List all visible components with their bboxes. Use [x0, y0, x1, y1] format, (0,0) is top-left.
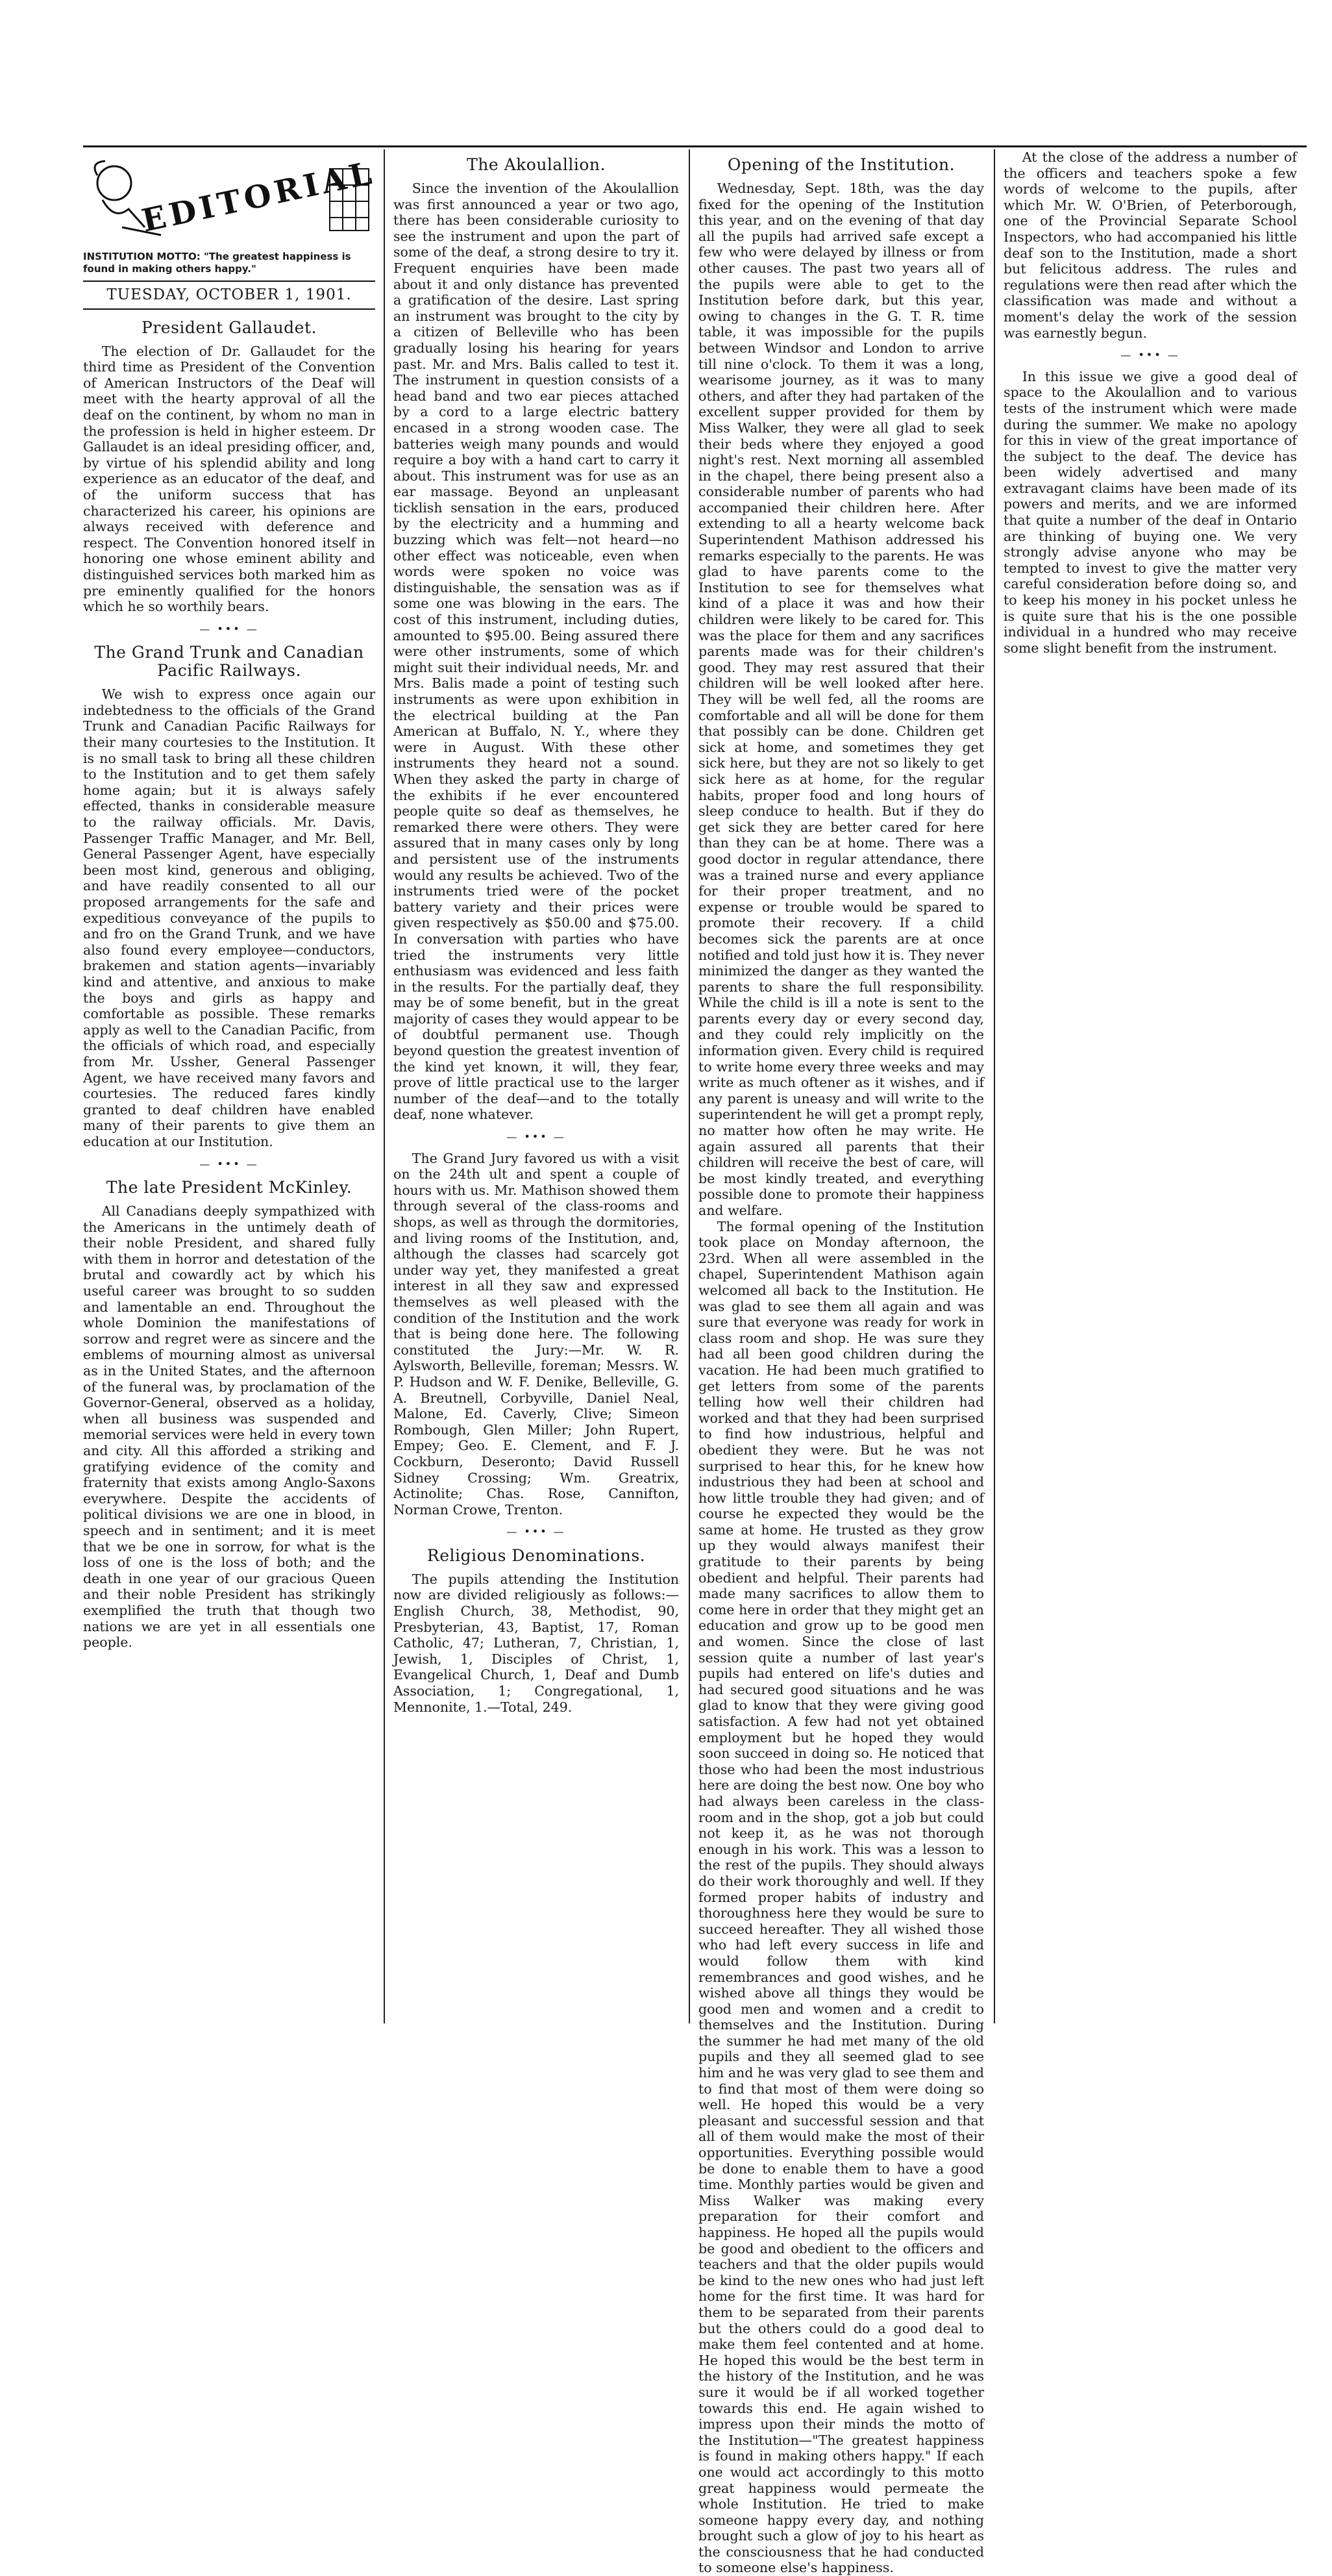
column-rule — [689, 149, 690, 2023]
separator: — ••• — — [1120, 349, 1180, 362]
article-title-mckinley: The late President McKinley. — [106, 1178, 352, 1197]
logo-text: EDITORIAL — [138, 154, 378, 240]
institution-motto: INSTITUTION MOTTO: "The greatest happiness is found in making others happy." — [83, 251, 351, 275]
paragraph: All Canadians deeply sympathized with the Americans in the untimely death of their noble President, and shared fully with them in horror and detestation of the brutal and cowardly act by which his useful career was brought to so sudden and lamentable an end. Throughout the whole Dominion the manifestations of sorrow and regret were as sincere and the emblems of mourning almost as universal as in the United States, and the afternoon of the funeral was, by proclamation of the Governor-General, observed as a holiday, when all business was suspended and memorial services were held in every town and city. All this afforded a striking and gratifying evidence of the comity and fraternity that exists among Anglo-Saxons everywhere. Despite the accidents of political divisions we are one in blood, in speech and in sentiment; and it is meet that we be one in sorrow, for what is the loss of one is the loss of both; and the death in one year of our gracious Queen and their noble President has strikingly exemplified the truth that though two nations we are yet in all essentials one people. — [83, 1203, 375, 1651]
column-2 — [393, 149, 679, 2023]
separator: — ••• — — [506, 1525, 566, 1538]
newspaper-page — [83, 127, 1307, 2576]
top-rule — [83, 145, 1307, 147]
separator: — ••• — — [199, 1157, 259, 1170]
column-4 — [1004, 149, 1297, 2023]
column-3 — [698, 149, 984, 2576]
article-title-railways: The Grand Trunk and Canadian Pacific Railways. — [94, 643, 364, 681]
paragraph: The Grand Jury favored us with a visit on the 24th ult and spent a couple of hours with us. Mr. Mathison showed them through several of the class-rooms and shops, as well as through the dormitories, and living rooms of the Institution, and, although the classes had scarcely got under way yet, they manifested a great interest in all they saw and expressed themselves as well pleased with the condition of the Institution and the work that is being done here. The following constituted the Jury:—Mr. W. R. Aylsworth, Belleville, foreman; Messrs. W. P. Hudson and W. F. Denike, Belleville, G. A. Breutnell, Corbyville, Daniel Neal, Malone, Ed. Caverly, Clive; Simeon Rombough, Glen Miller; John Rupert, Empey; Geo. E. Clement, and F. J. Cockburn, Deseronto; David Russell Sidney Crossing; Wm. Greatrix, Actinolite; Chas. Rose, Cannifton, Norman Crowe, Trenton. — [393, 1150, 679, 1518]
editorial-masthead — [83, 149, 378, 247]
paragraph: We wish to express once again our indebtedness to the officials of the Grand Trunk and Canadian Pacific Railways for their many courtesies to the Institution. It is no small task to bring all these children to the Institution and to get them safely home again; but it is always safely effected, thanks in considerable measure to the railway officials. Mr. Davis, Passenger Traffic Manager, and Mr. Bell, General Passenger Agent, have especially been most kind, generous and obliging, and have readily consented to all our proposed arrangements for the safe and expeditious conveyance of the pupils to and fro on the Grand Trunk, and we have also found every employee—conductors, brakemen and station agents—invariably kind and attentive, and anxious to make the boys and girls as happy and comfortable as possible. These remarks apply as well to the Canadian Pacific, from the officials of which road, and especially from Mr. Ussher, General Passenger Agent, we have received many favors and courtesies. The reduced fares kindly granted to deaf children have enabled many of their parents to give them an education at our Institution. — [83, 686, 375, 1149]
paragraph: The formal opening of the Institution took place on Monday afternoon, the 23rd. When all were assembled in the chapel, Superintendent Mathison again welcomed all back to the Institution. He was glad to see them all again and was sure that everyone was ready for work in class room and shop. He was sure they had all been good children during the vacation. He had been much gratified to get letters from some of the parents telling how well their children had worked and that they had been surprised to find how industrious, helpful and obedient they were. But he was not surprised to hear this, for he knew how industrious they had been at school and how little trouble they had given; and of course he expected they would be the same at home. He trusted as they grow up they would always manifest their gratitude to their parents by being obedient and helpful. Their parents had made many sacrifices to allow them to come here in order that they might get an education and grow up to be good men and women. Since the close of last session quite a number of last year's pupils had entered on life's duties and had secured good situations and he was glad to know that they were giving good satisfaction. A few had not yet obtained employment but he hoped they would soon succeed in doing so. He noticed that those who had been the most industrious here are doing the best now. One boy who had always been careless in the class-room and in the shop, got a job but could not keep it, as he was not thorough enough in his work. This was a lesson to the rest of the pupils. They should always do their work thoroughly and well. If they formed proper habits of industry and thoroughness here they would be sure to succeed hereafter. They all wished those who had left every success in life and would follow them with kind remembrances and good wishes, and he wished above all things they would be good men and women and a credit to themselves and the Institution. During the summer he had met many of the old pupils and they all seemed glad to see him and he was very glad to see them and to find that most of them were doing so well. He hoped this would be a very pleasant and successful session and that all of them would make the most of their opportunities. Everything possible would be done to enable them to have a good time. Monthly parties would be given and Miss Walker was making every preparation for their comfort and happiness. He hoped all the pupils would be good and obedient to the officers and teachers and that the older pupils would be kind to the new ones who had just left home for the first time. It was hard for them to be separated from their parents but the others could do a good deal to make them feel contented and at home. He hoped this would be the best term in the history of the Institution, and he was sure it would be if all worked together towards this end. He again wished to impress upon their minds the motto of the Institution—"The greatest happiness is found in making others happy." If each one would act accordingly to this motto great happiness would permeate the whole Institution. He tried to make someone happy every day, and nothing brought such a glow of joy to his heart as the consciousness that he had conducted to someone else's happiness. — [698, 1218, 984, 2576]
paragraph: In this issue we give a good deal of space to the Akoulallion and to various tests of the instrument which were made during the summer. We make no apology for this in view of the great importance of the subject to the deaf. The device has been widely advertised and many extravagant claims have been made of its powers and merits, and we are informed that quite a number of the deaf in Ontario are thinking of buying one. We very strongly advise anyone who may be tempted to invest to give the matter very careful consideration before doing so, and to keep his money in his pocket unless he is quite sure that his is the one possible individual in a hundred who may receive some slight benefit from the instrument. — [1004, 368, 1297, 656]
dateline: TUESDAY, OCTOBER 1, 1901. — [83, 281, 375, 310]
article-title-opening: Opening of the Institution. — [727, 155, 956, 174]
article-title-gallaudet: President Gallaudet. — [142, 318, 317, 337]
separator: — ••• — — [506, 1131, 566, 1144]
article-title-religious: Religious Denominations. — [426, 1545, 646, 1565]
editorial-logo-icon — [83, 149, 378, 247]
paragraph: The election of Dr. Gallaudet for the third time as President of the Convention of American Instructors of the Deaf will meet with the hearty approval of all the deaf on the continent, by whom no man in the profession is held in higher esteem. Dr Gallaudet is an ideal presiding officer, and, by virtue of his splendid ability and long experience as an educator of the deaf, and of the uniform success that has characterized his career, his opinions are always received with deference and respect. The Convention honored itself in honoring one whose eminent ability and distinguished services both marked him as pre eminently qualified for the honors which he so worthily bears. — [83, 343, 375, 615]
paragraph: The pupils attending the Institution now are divided religiously as follows:—English Church, 38, Methodist, 90, Presbyterian, 43, Baptist, 17, Roman Catholic, 47; Lutheran, 7, Christian, 1, Jewish, 1, Disciples of Christ, 1, Evangelical Church, 1, Deaf and Dumb Association, 1; Congregational, 1, Mennonite, 1.—Total, 249. — [393, 1571, 679, 1715]
separator: — ••• — — [199, 622, 259, 635]
column-rule — [994, 149, 995, 2023]
column-1 — [83, 149, 378, 2023]
paragraph: At the close of the address a number of the officers and teachers spoke a few words of welcome to the pupils, after which Mr. W. O'Brien, of Peterborough, one of the Provincial Separate School Inspectors, who had accompanied his little deaf son to the Institution, made a short but felicitous address. The rules and regulations were then read after which the classification was made and without a moment's delay the work of the session was earnestly begun. — [1004, 149, 1297, 341]
paragraph: Since the invention of the Akoulallion was first announced a year or two ago, there has been considerable curiosity to see the instrument and upon the part of some of the deaf, a strong desire to try it. Frequent enquiries have been made about it and only distance has prevented a gratification of the desire. Last spring an instrument was brought to the city by a citizen of Belleville who has been gradually losing his hearing for years past. Mr. and Mrs. Balis called to test it. The instrument in question consists of a head band and two ear pieces attached by a cord to a large electric battery encased in a strong wooden case. The batteries weigh many pounds and would require a boy with a hand cart to carry it about. This instrument was for use as an ear massage. Beyond an unpleasant ticklish sensation in the ears, produced by the electricity and a humming and buzzing which was felt—not heard—no other effect was noticeable, even when words were spoken no voice was distinguishable, the sensation was as if some one was blowing in the ears. The cost of this instrument, including duties, amounted to $95.00. Being assured there were other instruments, some of which might suit their individual needs, Mr. and Mrs. Balis made a point of testing such instruments as were upon exhibition in the electrical building at the Pan American at Buffalo, N. Y., where they were in August. With these other instruments they heard not a sound. When they asked the party in charge of the exhibits if he ever encountered people quite so deaf as themselves, he remarked there were others. They were assured that in many cases only by long and persistent use of the instruments would any results be achieved. Two of the instruments tried were of the pocket battery variety and their prices were given respectively as $50.00 and $75.00. In conversation with parties who have tried the instruments very little enthusiasm was evidenced and less faith in the results. For the partially deaf, they may be of some benefit, but in the great majority of cases they would appear to be of doubtful permanent use. Though beyond question the greatest invention of the kind yet known, it will, they fear, prove of little practical use to the larger number of the deaf—and to the totally deaf, none whatever. — [393, 181, 679, 1123]
article-title-akoulallion: The Akoulallion. — [467, 155, 606, 174]
paragraph: Wednesday, Sept. 18th, was the day fixed for the opening of the Institution this year, and on the evening of that day all the pupils had arrived safe except a few who were delayed by illness or from other causes. The past two years all of the pupils were able to get to the Institution before dark, but this year, owing to changes in the G. T. R. time table, it was impossible for the pupils between Windsor and London to arrive till nine o'clock. To them it was a long, wearisome journey, as it was to many others, and after they had partaken of the excellent supper provided for them by Miss Walker, they were all glad to seek their beds where they enjoyed a good night's rest. Next morning all assembled in the chapel, there being present also a considerable number of parents who had accompanied their children here. After extending to all a hearty welcome back Superintendent Mathison addressed his remarks especially to the parents. He was glad to have parents come to the Institution to see for themselves what kind of a place it was and how their children were likely to be cared for. This was the place for them and any sacrifices parents made was for their children's good. They may rest assured that their children will be well looked after here. They will be well fed, all the rooms are comfortable and all will be done for them that possibly can be done. Children get sick at home, and sometimes they get sick here, but they are not so likely to get sick here as at home, for the regular habits, proper food and long hours of sleep conduce to health. But if they do get sick they are better cared for here than they can be at home. There was a good doctor in regular attendance, there was a trained nurse and every appliance for their proper treatment, and no expense or trouble would be spared to promote their recovery. If a child becomes sick the parents are at once notified and told just how it is. They never minimized the danger as they wanted the parents to share the full responsibility. While the child is ill a note is sent to the parents every day or every second day, and they could rely implicitly on the information given. Every child is required to write home every three weeks and may write as much oftener as it wishes, and if any parent is uneasy and will write to the superintendent he will get a prompt reply, no matter how often he may write. He again assured all parents that their children will receive the best of care, will be most kindly treated, and everything possible done to promote their happiness and welfare. — [698, 181, 984, 1218]
column-rule — [384, 149, 385, 2023]
